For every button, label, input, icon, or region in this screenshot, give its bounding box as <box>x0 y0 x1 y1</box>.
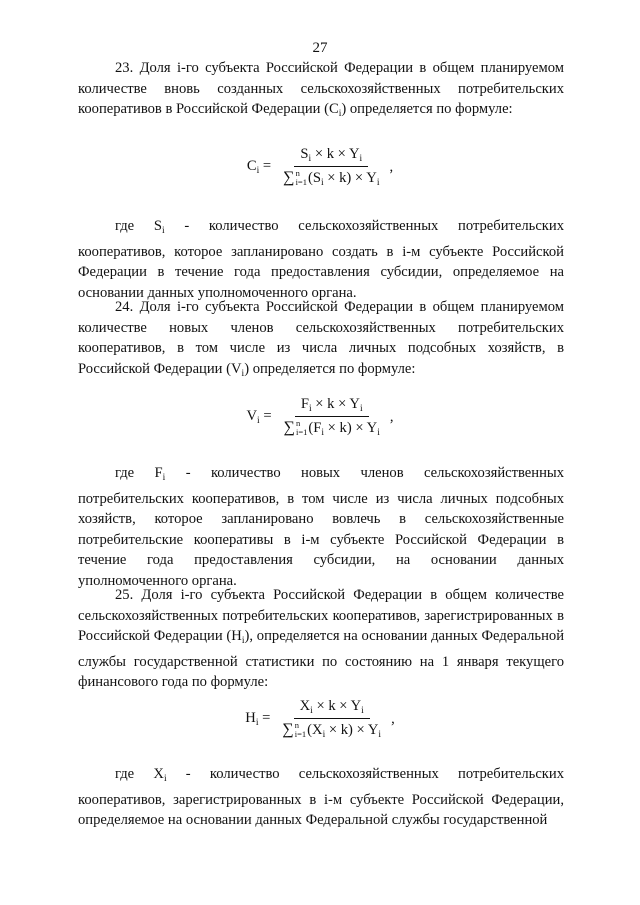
formula-h-fraction <box>278 698 385 740</box>
paragraph-23-var: C <box>328 101 339 117</box>
paragraph-23-text: 23. Доля i-го субъекта Российской Федерации в общем планируемом количестве вновь созданных сельскохозяйственных потребительских кооперативов в Российской Федерации ( <box>78 60 564 117</box>
paragraph-25-tail: ), определяется на основании данных Федеральной службы государственной статистики по состоянию на 1 января текущего финансового года по формуле: <box>78 628 565 690</box>
formula-v <box>0 396 640 438</box>
formula-c-numerator: $S_i \times k \times Y_i$ <box>294 146 368 167</box>
sum-icon: ∑ n i=1 <box>283 418 308 437</box>
paragraph-24-var-sub: i <box>241 368 245 379</box>
explanation-s-lead: где S <box>115 218 162 234</box>
formula-v-numerator: $F_i \times k \times Y_i$ <box>295 396 369 417</box>
formula-c-fraction <box>279 146 383 188</box>
formula-h-lhs: $H_i$ = <box>245 710 271 728</box>
sum-icon: ∑ n i=1 <box>283 168 307 187</box>
formula-h-numerator: $X_i \times k \times Y_i$ <box>294 698 370 719</box>
formula-c-denominator: ∑ n i=1 $(S_i \times k) \times Y_i$ <box>283 168 380 188</box>
formula-v-denominator: ∑ n i=1 $(F_i \times k) \times Y_i$ <box>283 418 380 438</box>
explanation-x-text: - количество сельскохозяйственных потребительских кооперативов, зарегистрированных в i-м субъекте Российской Федерации, определяемое на основании данных Федеральной службы государственной <box>78 766 564 828</box>
paragraph-24-text: 24. Доля i-го субъекта Российской Федерации в общем планируемом количестве новых членов сельскохозяйственных потребительских кооперативов, в том числе из числа личных подсобных хозяйств, в Российской Федерации ( <box>78 299 564 377</box>
formula-c-comma: , <box>389 158 394 175</box>
paragraph-25 <box>78 585 564 693</box>
explanation-f-text: - количество новых членов сельскохозяйственных потребительских кооперативов, в том числе из числа личных подсобных хозяйств, которое запланировано вовлечь в сельскохозяйственные потребительские кооперативы в i-м субъекте Российской Федерации в течение года предоставления субсидии, на основании данных уполномоченного органа. <box>78 465 564 589</box>
formula-h-denominator: ∑ n i=1 $(X_i \times k) \times Y_i$ <box>282 720 382 740</box>
paragraph-24 <box>78 297 564 384</box>
formula-h-comma: , <box>391 710 395 727</box>
explanation-s <box>78 216 564 303</box>
explanation-s-text: - количество сельскохозяйственных потребительских кооперативов, которое запланировано создать в i-м субъекте Российской Федерации в течение года предоставления субсидии, определяемое на основании данных уполномоченного органа. <box>78 218 564 301</box>
formula-v-comma: , <box>389 408 394 425</box>
paragraph-25-var: H <box>231 628 242 644</box>
explanation-f-lead-sub: i <box>162 473 166 483</box>
explanation-f-lead: где F <box>115 465 163 481</box>
sum-icon: ∑ n i=1 <box>282 720 307 739</box>
explanation-x <box>78 764 564 831</box>
explanation-s-lead-sub: i <box>162 226 165 236</box>
explanation-x-lead-sub: i <box>163 774 167 784</box>
paragraph-23-tail: ) определяется по формуле: <box>341 101 513 117</box>
paragraph-25-var-sub: i <box>241 636 245 646</box>
paragraph-24-tail: ) определяется по формуле: <box>244 360 416 377</box>
page-number: 27 <box>312 40 328 56</box>
formula-v-lhs: $V_i$ = <box>246 408 272 426</box>
explanation-x-lead: где X <box>115 766 164 782</box>
paragraph-23-var-sub: i <box>338 109 342 119</box>
explanation-f <box>78 463 564 591</box>
formula-h <box>0 698 640 740</box>
formula-v-fraction <box>280 396 384 438</box>
formula-c <box>0 146 640 188</box>
formula-c-lhs: $C_i$ = <box>246 158 272 176</box>
paragraph-25-text: 25. Доля i-го субъекта Российской Федерации в общем количестве сельскохозяйственных потребительских кооперативов, зарегистрированных в Российской Федерации ( <box>78 587 564 644</box>
paragraph-24-var: V <box>231 360 242 377</box>
paragraph-23 <box>78 58 564 125</box>
